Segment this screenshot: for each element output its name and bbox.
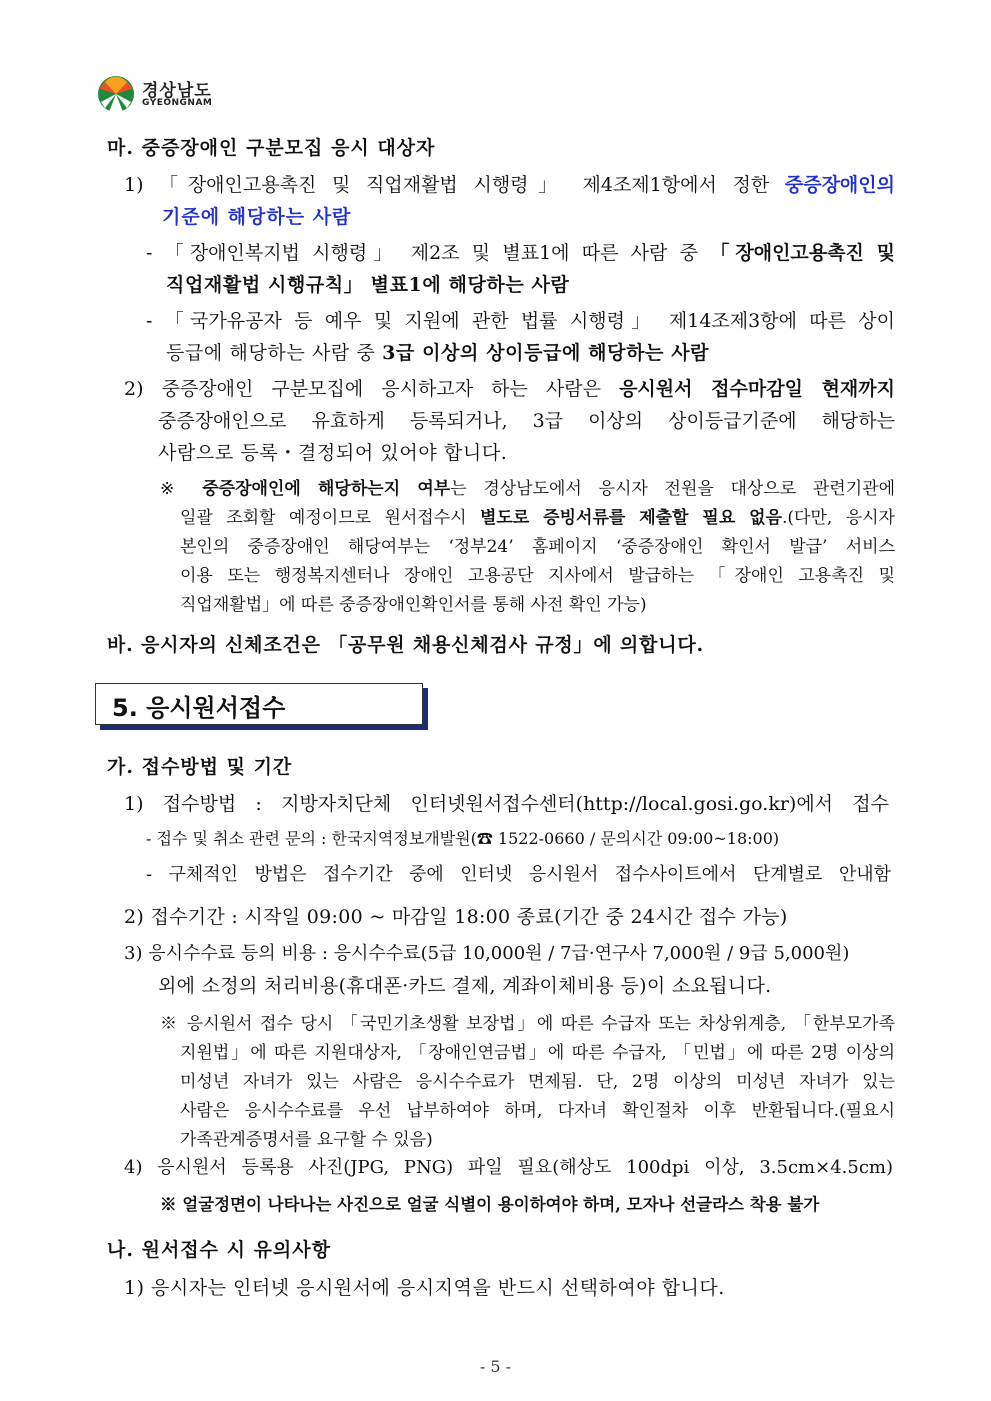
- ma-note2-tail: .(다만, 응시자: [782, 508, 895, 528]
- ga-dash1: - 접수 및 취소 관련 문의 : 한국지역정보개발원(☎ 1522-0660 / 문의시간 09:00~18:00): [146, 829, 780, 848]
- ma-dash1-line2: 직업재활법 시행규칙」 별표1에 해당하는 사람: [166, 274, 570, 296]
- ga-item1: 1) 접수방법 : 지방자치단체 인터넷원서접수센터(http://local.gosi.go.kr)에서 접수: [124, 793, 889, 815]
- section5-heading-box: [95, 683, 423, 725]
- ma-item2-text: 2) 중증장애인 구분모집에 응시하고자 하는 사람은: [124, 378, 620, 400]
- section5-title: 5. 응시원서접수: [112, 694, 286, 722]
- ga-dash2: - 구체적인 방법은 접수기간 중에 인터넷 응시원서 접수사이트에서 단계별로 안내함: [146, 864, 891, 885]
- section-ma-title: 마. 중증장애인 구분모집 응시 대상자: [107, 137, 436, 159]
- ma-item1-text: 1) 「장애인고용촉진 및 직업재활법 시행령」 제4조제1항에서 정한: [124, 174, 785, 196]
- ga-item3-line1: 3) 응시수수료 등의 비용 : 응시수수료(5급 10,000원 / 7급·연구사 7,000원 / 9급 5,000원): [124, 943, 850, 964]
- ma-note-text: 는 경상남도에서 응시자 전원을 대상으로 관련기관에: [450, 479, 895, 499]
- ga-note-line2: 지원법」에 따른 지원대상자, 「장애인연금법」에 따른 수급자, 「민법」에 따른 2명 이상의: [180, 1043, 895, 1063]
- ma-dash1-bold: 「장애인고용촉진 및: [710, 242, 895, 264]
- ma-note-line3: 본인의 중증장애인 해당여부는 ‘정부24’ 홈페이지 ‘중증장애인 확인서 발급’ 서비스: [180, 537, 895, 557]
- ga-item4: 4) 응시원서 등록용 사진(JPG, PNG) 파일 필요(해상도 100dpi 이상, 3.5cm×4.5cm): [124, 1157, 893, 1178]
- ma-note-line5: 직업재활법」에 따른 중증장애인확인서를 통해 사전 확인 가능): [180, 595, 647, 615]
- ma-item2-bold: 응시원서 접수마감일 현재까지: [619, 378, 895, 400]
- ma-item2-line2: 중증장애인으로 유효하게 등록되거나, 3급 이상의 상이등급기준에 해당하는: [158, 410, 895, 432]
- section-ga-title: 가. 접수방법 및 기간: [107, 756, 293, 778]
- ga-note-bold: ※ 얼굴정면이 나타나는 사진으로 얼굴 식별이 용이하여야 하며, 모자나 선글라스 착용 불가: [160, 1195, 820, 1214]
- ma-note-mark: ※: [160, 479, 203, 499]
- ma-dash2-text: 등급에 해당하는 사람 중: [166, 342, 383, 364]
- ma-item2-line3: 사람으로 등록・결정되어 있어야 합니다.: [158, 442, 508, 464]
- na-item1: 1) 응시자는 인터넷 응시원서에 응시지역을 반드시 선택하여야 합니다.: [124, 1277, 725, 1299]
- ga-note-line4: 사람은 응시수수료를 우선 납부하여야 하며, 다자녀 확인절차 이후 반환됩니다.(필요시: [180, 1101, 895, 1121]
- gyeongnam-logo-icon: [97, 72, 135, 114]
- ma-note-line1: [160, 474, 895, 499]
- ma-note2-text: 일괄 조회할 예정이므로 원서접수시: [180, 508, 480, 528]
- ma-dash1-text: - 「장애인복지법 시행령」 제2조 및 별표1에 따른 사람 중: [146, 242, 711, 264]
- ga-note-line5: 가족관계증명서를 요구할 수 있음): [180, 1130, 433, 1150]
- section-na-title: 나. 원서접수 시 유의사항: [107, 1239, 331, 1261]
- section-ba-title: 바. 응시자의 신체조건은 「공무원 채용신체검사 규정」에 의합니다.: [107, 634, 704, 656]
- ma-dash1-line1: [146, 238, 895, 265]
- ma-item1-line2: 기준에 해당하는 사람: [162, 206, 352, 228]
- ma-dash2-line2: [166, 338, 709, 365]
- ma-note-line4: 이용 또는 행정복지센터나 장애인 고용공단 지사에서 발급하는 「장애인 고용촉진 및: [180, 566, 895, 586]
- logo-english: GYEONGNAM: [142, 98, 213, 108]
- ma-note-bold: 중증장애인에 해당하는지 여부: [202, 479, 451, 499]
- ma-item2-line1: [124, 374, 895, 401]
- ma-note2-bold: 별도로 증빙서류를 제출할 필요 없음: [479, 508, 783, 528]
- ga-note-line3: 미성년 자녀가 있는 사람은 응시수수료가 면제됨. 단, 2명 이상의 미성년 자녀가 있는: [180, 1072, 895, 1092]
- logo-korean: 경상남도: [142, 81, 212, 101]
- ga-item2: 2) 접수기간 : 시작일 09:00 ~ 마감일 18:00 종료(기간 중 24시간 접수 가능): [124, 906, 788, 928]
- ma-dash2-bold: 3급 이상의 상이등급에 해당하는 사람: [382, 342, 710, 364]
- ga-note-line1: ※ 응시원서 접수 당시 「국민기초생활 보장법」에 따른 수급자 또는 차상위계층, 「한부모가족: [160, 1014, 895, 1034]
- page-number: - 5 -: [479, 1357, 512, 1376]
- ma-dash2-line1: - 「국가유공자 등 예우 및 지원에 관한 법률 시행령」 제14조제3항에 따른 상이: [146, 310, 895, 332]
- ga-item3-line2: 외에 소정의 처리비용(휴대폰·카드 결제, 계좌이체비용 등)이 소요됩니다.: [158, 975, 772, 997]
- ma-item1-line1: [124, 170, 895, 197]
- ma-item1-highlight: 중증장애인의: [784, 174, 895, 196]
- ma-note-line2: [180, 503, 895, 528]
